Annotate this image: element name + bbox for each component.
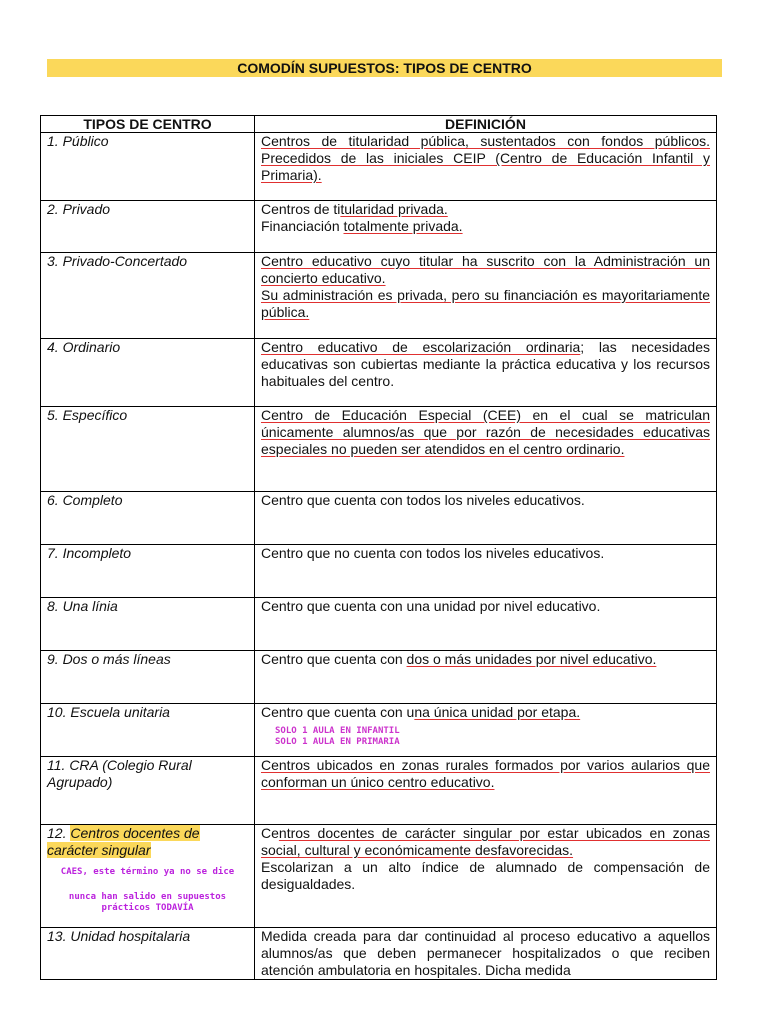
definition-text: Centros de ti [261, 201, 341, 217]
definition-text: Escolarizan a un alto índice de alumnado de compensación de desigualdades. [261, 859, 710, 892]
table-row [41, 928, 717, 980]
handwritten-note: nunca han salido en supuestos prácticos TODAVÍA [68, 892, 227, 913]
handwritten-note: SOLO 1 AULA EN PRIMARIA [275, 737, 400, 747]
definition-text: Ce [261, 825, 279, 841]
definition-cell: Medida creada para dar continuidad al proceso educativo a aquellos alumnos/as que deben permanecer hospitalizados o que reciben atención ambulatoria en hospitales. Dicha medida [255, 928, 717, 980]
table-row [41, 651, 717, 704]
definition-underline: tularidad privada. [340, 201, 448, 217]
type-number: 12. [47, 825, 71, 841]
definition-cell [255, 651, 717, 704]
table-row [41, 253, 717, 339]
definition-underline: totalmente privada. [343, 218, 463, 234]
type-cell: 3. Privado-Concertado [41, 253, 255, 339]
definition-cell [255, 704, 717, 757]
table-row [41, 704, 717, 757]
definition-text: Su administración es privada, pero su financiación es mayoritariamente pública. [261, 287, 710, 320]
definition-cell: Centro que cuenta con todos los niveles educativos. [255, 492, 717, 545]
definition-underline: ntros docentes de carácter singular por estar ubicados en zonas social, cultural y económicamente desfavorecidas. [261, 825, 710, 858]
definition-cell [255, 201, 717, 253]
definition-text: Centro de Educación Especial (CEE) en el cual se matriculan únicamente alumnos/as que por razón de necesidades educativas especiales no pueden ser atendidos en el centro ordinario. [261, 407, 710, 457]
definition-text: Centro educativo cuyo titular ha suscrito con la Administración un concierto educativo. [261, 253, 710, 286]
type-cell: 7. Incompleto [41, 545, 255, 598]
type-cell: 4. Ordinario [41, 339, 255, 407]
page-title: COMODÍN SUPUESTOS: TIPOS DE CENTRO [47, 59, 722, 77]
header-type: TIPOS DE CENTRO [41, 116, 255, 133]
definition-cell [255, 407, 717, 492]
table-row [41, 757, 717, 825]
table-row [41, 339, 717, 407]
type-cell: 10. Escuela unitaria [41, 704, 255, 757]
definition-cell: Centro que no cuenta con todos los niveles educativos. [255, 545, 717, 598]
type-cell [41, 825, 255, 928]
table-row [41, 492, 717, 545]
definition-cell [255, 757, 717, 825]
type-cell: 6. Completo [41, 492, 255, 545]
type-cell: 9. Dos o más líneas [41, 651, 255, 704]
definition-cell: Centro que cuenta con una unidad por nivel educativo. [255, 598, 717, 651]
definition-underline: dos o más unidades por nivel educativo. [406, 651, 657, 667]
center-types-table [40, 115, 717, 980]
type-cell: 5. Específico [41, 407, 255, 492]
definition-cell [255, 253, 717, 339]
type-cell: 13. Unidad hospitalaria [41, 928, 255, 980]
table-row [41, 133, 717, 201]
table-row [41, 598, 717, 651]
header-definition: DEFINICIÓN [255, 116, 717, 133]
definition-text: Financiación [261, 218, 344, 234]
definition-underline: na única unidad por etapa. [414, 704, 581, 720]
table-row [41, 201, 717, 253]
type-cell: 8. Una línia [41, 598, 255, 651]
table-row [41, 545, 717, 598]
definition-underline: Centro educativo de escolarización ordinaria [261, 339, 581, 355]
type-cell: 1. Público [41, 133, 255, 201]
definition-text: ; las necesidades educativas son cubiertas mediante la práctica educativa y los recursos habituales del centro. [261, 339, 710, 389]
definition-cell [255, 339, 717, 407]
handwritten-note: CAES, este término ya no se dice [60, 867, 235, 877]
table-row [41, 825, 717, 928]
definition-text: Centros de titularidad pública, sustentados con fondos públicos. Precedidos de las iniciales CEIP (Centro de Educación Infantil y Primaria). [261, 133, 710, 183]
handwritten-note: SOLO 1 AULA EN INFANTIL [275, 726, 400, 736]
definition-text: Centros ubicados en zonas rurales formados por varios aularios que conforman un único centro educativo. [261, 757, 710, 790]
definition-text: Centro que cuenta con u [261, 704, 415, 720]
type-cell: 11. CRA (Colegio Rural Agrupado) [41, 757, 255, 825]
definition-cell [255, 825, 717, 928]
table-row [41, 407, 717, 492]
type-highlight: Centros docentes de carácter singular [47, 825, 200, 858]
definition-cell [255, 133, 717, 201]
definition-text: Centro que cuenta con [261, 651, 407, 667]
table-header-row [41, 116, 717, 133]
type-cell: 2. Privado [41, 201, 255, 253]
